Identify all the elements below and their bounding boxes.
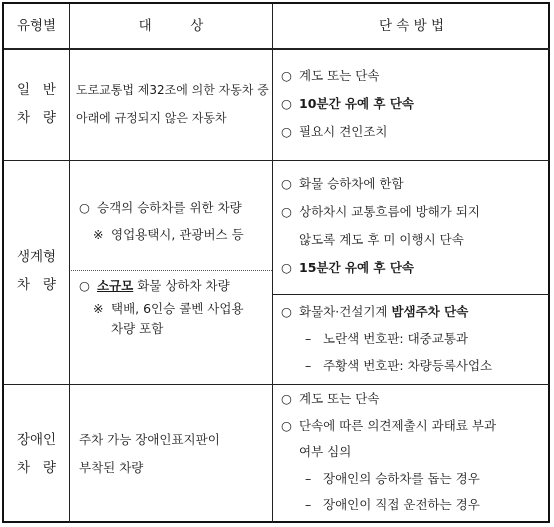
row2-methods-a: [281, 170, 480, 282]
row3-method-2: ○ 단속에 따른 의견제출시 과태료 부과: [281, 417, 497, 433]
row2-method-3: 않도록 계도 후 미 이행시 단속: [299, 232, 464, 247]
row2-category: [4, 243, 69, 299]
row3-target: [79, 426, 220, 482]
header-divider: [4, 48, 550, 50]
row2-method-b-item-2: – 주황색 번호판: 차량등록사업소: [305, 358, 493, 373]
row2-category-line1: 생계형: [16, 249, 57, 265]
row1-method-3: ○ 필요시 견인조치: [281, 124, 388, 139]
row2-method-1: ○ 화물 승하차에 한함: [281, 176, 404, 191]
row1-category: [4, 76, 69, 132]
row1-target-line1: 도로교통법 제32조에 의한 자동차 중: [76, 83, 269, 97]
row2-target-b: [79, 273, 244, 339]
row2-method-b-item-1: – 노란색 번호판: 대중교통과: [305, 331, 468, 346]
header-target: 대 상: [138, 18, 204, 34]
row2-method-b-main: ○ 화물차·건설기계 밤샘주차 단속: [281, 304, 469, 319]
row2-target-b-line: ○ 소규모 화물 상하차 차량: [79, 278, 230, 293]
row3-method-3: 여부 심의: [299, 444, 352, 459]
row2-target-b-note: ※ 택배, 6인승 콜벤 사업용: [93, 301, 244, 316]
header-type: 유형별: [16, 18, 57, 34]
row2-methods-b: [281, 298, 492, 379]
row2-method-4: ○ 15분간 유예 후 단속: [281, 260, 414, 275]
row3-method-1: ○ 계도 또는 단속: [281, 391, 380, 406]
row1-category-line2: 차 량: [17, 110, 56, 126]
row-divider-2: [4, 384, 550, 385]
row1-target-line2: 아래에 규정되지 않은 자동차: [76, 111, 227, 125]
col-divider-1: [69, 4, 70, 523]
row1-target: [76, 76, 269, 132]
row2-target-b-note-2: 차량 포함: [111, 321, 164, 336]
row2-target-a: [79, 194, 244, 248]
col-divider-2: [272, 4, 273, 523]
sub-divider-methods: [272, 294, 550, 295]
row3-category-line1: 장애인: [16, 432, 57, 448]
row1-category-line1: 일 반: [17, 82, 56, 98]
row3-method-4: – 장애인의 승하차를 돕는 경우: [305, 470, 480, 486]
header-method: 단 속 방 법: [378, 18, 445, 34]
row2-target-a-line: ○ 승객의 승하차를 위한 차량: [79, 200, 242, 215]
row1-methods: [281, 62, 414, 146]
row-divider-1: [4, 160, 550, 161]
row3-category: [4, 426, 69, 482]
row1-method-1: ○ 계도 또는 단속: [281, 68, 380, 83]
row3-target-line1: 주차 가능 장애인표지판이: [79, 432, 220, 447]
row2-method-2: ○ 상하차시 교통흐름에 방해가 되지: [281, 204, 480, 219]
row2-target-a-note: ※ 영업용택시, 관광버스 등: [93, 227, 244, 242]
row3-methods: [281, 386, 496, 519]
row3-method-5: – 장애인이 직접 운전하는 경우: [305, 497, 480, 512]
row3-target-line2: 부착된 차량: [79, 460, 144, 475]
row1-method-2: ○ 10분간 유예 후 단속: [281, 96, 414, 111]
sub-divider-target: [69, 270, 272, 271]
row2-category-line2: 차 량: [17, 277, 56, 293]
row3-category-line2: 차 량: [17, 460, 56, 476]
